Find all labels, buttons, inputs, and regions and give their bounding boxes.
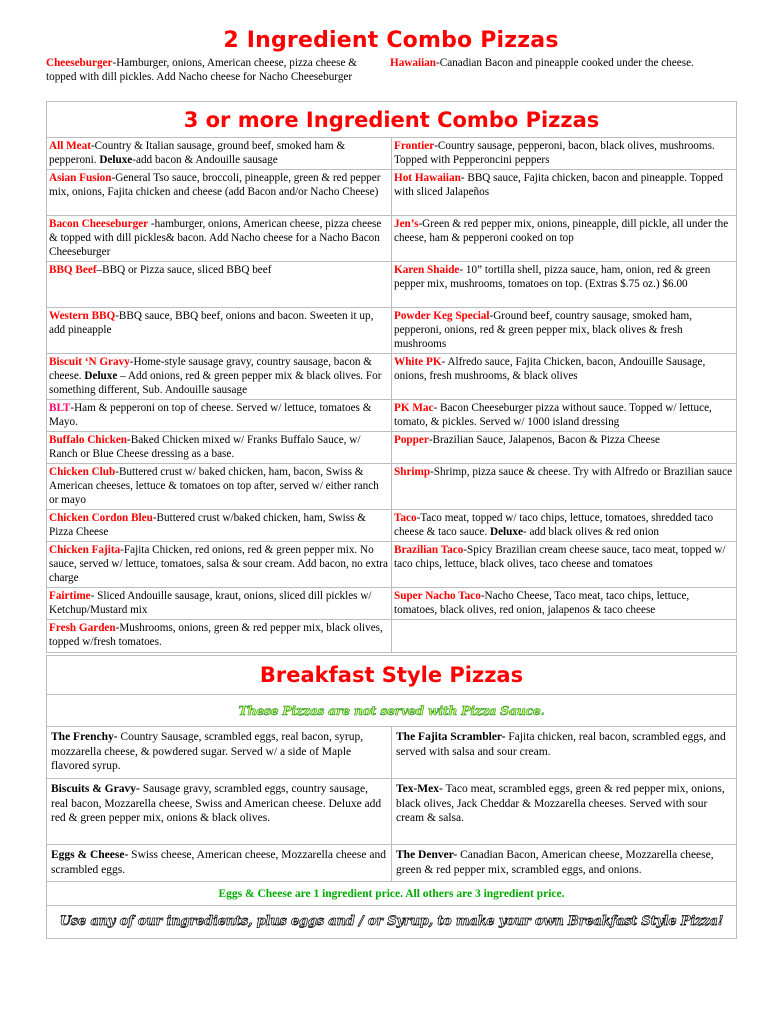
menu-row	[47, 170, 736, 216]
menu-item-name: Brazilian Taco	[394, 544, 464, 556]
breakfast-item-desc: Sausage gravy, scrambled eggs, country sausage, real bacon, Mozzarella cheese, Swiss and American cheese. Deluxe add red & green pepper mix, onions & black olives.	[51, 783, 382, 824]
menu-item-name: BLT	[49, 402, 71, 414]
menu-item	[391, 354, 736, 399]
menu-item-desc: -Buttered crust w/ baked chicken, ham, bacon, Swiss & American cheeses, lettuce & tomatoes on top after, served w/ either ranch or mayo	[49, 466, 379, 507]
menu-item-name: Frontier	[394, 140, 435, 152]
menu-item-desc: -Hamburger, onions, American cheese, pizza cheese & topped with dill pickles. Add Nacho cheese for Nacho Cheeseburger	[46, 57, 357, 83]
breakfast-item-name: The Denver-	[396, 849, 458, 861]
breakfast-item-name: The Fajita Scrambler-	[396, 731, 506, 743]
menu-item	[47, 308, 391, 353]
menu-item-name: Hawaiian	[390, 57, 437, 69]
menu-item-desc: -Mushrooms, onions, green & red pepper mix, black olives, topped w/fresh tomatoes.	[49, 622, 383, 649]
menu-item-desc: - Alfredo sauce, Fajita Chicken, bacon, Andouille Sausage, onions, fresh mushrooms, & black olives	[394, 356, 706, 383]
menu-item-name: Karen Shaide	[394, 264, 460, 276]
menu-item-name: Chicken Cordon Bleu	[49, 512, 153, 524]
breakfast-item-name: The Frenchy-	[51, 731, 118, 743]
menu-item-desc: -hamburger, onions, American cheese, pizza cheese & topped with dill pickles& bacon. Add Nacho cheese for a Nacho Bacon Cheeseburger	[49, 218, 382, 259]
menu-item-desc: -Ground beef, country sausage, smoked ham, pepperoni, onions, red & green pepper mix, black olives & fresh mushrooms	[394, 310, 693, 351]
menu-item	[47, 464, 391, 509]
menu-row	[47, 510, 736, 542]
menu-item-name: Buffalo Chicken	[49, 434, 128, 446]
menu-item-name: Chicken Fajita	[49, 544, 121, 556]
menu-row	[47, 588, 736, 620]
menu-item	[47, 588, 391, 619]
menu-item	[47, 510, 391, 541]
menu-item-desc: - 10” tortilla shell, pizza sauce, ham, onion, red & green pepper mix, mushrooms, tomatoes on top. (Extras $.75 oz.) $6.00	[394, 264, 711, 291]
menu-item-name: Western BBQ	[49, 310, 116, 322]
menu-item-desc-extra: – Add onions, red & green pepper mix & black olives. For something different, Sub. Andouille sausage	[49, 370, 382, 397]
menu-item-name: PK Mac	[394, 402, 434, 414]
menu-row	[47, 620, 736, 652]
menu-item	[391, 170, 736, 215]
menu-item-desc: -Ham & pepperoni on top of cheese. Served w/ lettuce, tomatoes & Mayo.	[49, 402, 372, 429]
menu-item	[391, 542, 736, 587]
menu-item	[391, 400, 736, 431]
menu-item	[391, 620, 736, 652]
menu-item-desc: -Baked Chicken mixed w/ Franks Buffalo Sauce, w/ Ranch or Blue Cheese dressing as a base.	[49, 434, 361, 461]
breakfast-item-desc: Taco meat, scrambled eggs, green & red pepper mix, onions, black olives, Jack Cheddar & Mozzarella cheeses. Served with sour cream & salsa.	[396, 783, 725, 824]
menu-item-name: All Meat	[49, 140, 91, 152]
menu-item	[47, 138, 391, 169]
two-ingredient-title: 2 Ingredient Combo Pizzas	[223, 28, 559, 53]
menu-item-name: Bacon Cheeseburger	[49, 218, 149, 230]
menu-item-desc: - Sliced Andouille sausage, kraut, onions, sliced dill pickles w/ Ketchup/Mustard mix	[49, 590, 372, 617]
menu-row	[47, 262, 736, 308]
menu-row	[47, 138, 736, 170]
menu-item	[391, 588, 736, 619]
menu-item-desc: -General Tso sauce, broccoli, pineapple, green & red pepper mix, onions, Fajita chicken and cheese (add Bacon and/or Nacho Cheese)	[49, 172, 381, 199]
menu-item-desc: -Nacho Cheese, Taco meat, taco chips, lettuce, tomatoes, black olives, red onion, jalapenos & taco cheese	[394, 590, 690, 617]
menu-item	[391, 510, 736, 541]
three-ingredient-table	[46, 101, 737, 653]
breakfast-item-desc: Canadian Bacon, American cheese, Mozzarella cheese, green & red pepper mix, scrambled eggs, and onions.	[396, 849, 714, 876]
menu-row	[47, 542, 736, 588]
menu-item-desc: -Shrimp, pizza sauce & cheese. Try with Alfredo or Brazilian sauce	[430, 466, 733, 478]
menu-item-desc: -Home-style sausage gravy, country sausage, bacon & cheese.	[49, 356, 373, 383]
breakfast-item	[391, 727, 736, 778]
breakfast-item-name: Biscuits & Gravy-	[51, 783, 140, 795]
breakfast-item-name: Eggs & Cheese-	[51, 849, 129, 861]
menu-item-desc: -Buttered crust w/baked chicken, ham, Swiss & Pizza Cheese	[49, 512, 366, 539]
menu-item-desc: -Brazilian Sauce, Jalapenos, Bacon & Pizza Cheese	[428, 434, 660, 446]
breakfast-item-desc: Swiss cheese, American cheese, Mozzarella cheese and scrambled eggs.	[51, 849, 386, 876]
menu-item	[391, 464, 736, 509]
menu-item-hawaiian	[390, 57, 736, 84]
menu-item	[47, 620, 391, 652]
menu-item	[391, 216, 736, 261]
menu-item-desc-extra: - add black olives & red onion	[522, 526, 660, 539]
breakfast-row	[47, 845, 736, 882]
menu-item-name: Chicken Club	[49, 466, 116, 478]
menu-item-desc: –BBQ or Pizza sauce, sliced BBQ beef	[96, 264, 272, 276]
menu-item	[47, 170, 391, 215]
breakfast-item	[391, 779, 736, 844]
menu-item-cheeseburger	[46, 57, 390, 84]
menu-item-deluxe-label: Deluxe	[489, 526, 523, 539]
breakfast-item	[47, 727, 391, 778]
menu-row	[47, 432, 736, 464]
menu-item-desc: -Country & Italian sausage, ground beef, smoked ham & pepperoni.	[49, 140, 346, 167]
menu-item-name: Jen’s	[394, 218, 419, 230]
breakfast-row	[47, 779, 736, 845]
menu-item	[391, 432, 736, 463]
breakfast-item-desc: Fajita chicken, real bacon, scrambled eggs, and served with salsa and sour cream.	[396, 731, 726, 758]
menu-item-desc: -Taco meat, topped w/ taco chips, lettuce, tomatoes, shredded taco cheese & taco sauce.	[394, 512, 714, 539]
breakfast-price-note: Eggs & Cheese are 1 ingredient price. All others are 3 ingredient price.	[47, 882, 736, 906]
breakfast-title: Breakfast Style Pizzas	[47, 656, 736, 695]
menu-item-name: Cheeseburger	[46, 57, 113, 69]
menu-item-name: Biscuit ‘N Gravy	[49, 356, 130, 368]
menu-item-desc: -Green & red pepper mix, onions, pineapple, dill pickle, all under the cheese, ham & pepperoni cooked on top	[394, 218, 729, 245]
breakfast-item	[47, 779, 391, 844]
breakfast-row	[47, 727, 736, 779]
menu-item-name: Powder Keg Special	[394, 310, 490, 322]
menu-item	[47, 542, 391, 587]
breakfast-subtitle: These Pizzas are not served with Pizza Sauce.	[47, 695, 736, 727]
breakfast-item-name: Tex-Mex-	[396, 783, 443, 795]
menu-item	[391, 138, 736, 169]
two-ingredient-list	[46, 57, 736, 84]
menu-row	[47, 400, 736, 432]
menu-row	[47, 308, 736, 354]
menu-item-name: Asian Fusion	[49, 172, 112, 184]
menu-item-desc: -BBQ sauce, BBQ beef, onions and bacon. Sweeten it up, add pineapple	[49, 310, 374, 337]
menu-item-name: Super Nacho Taco	[394, 590, 481, 602]
menu-item-name: Hot Hawaiian	[394, 172, 461, 184]
breakfast-table	[46, 655, 737, 939]
menu-item-deluxe-label: Deluxe	[84, 370, 118, 383]
breakfast-item	[47, 845, 391, 881]
menu-item	[47, 262, 391, 307]
menu-row	[47, 216, 736, 262]
three-ingredient-title: 3 or more Ingredient Combo Pizzas	[47, 102, 736, 138]
menu-item-desc: - BBQ sauce, Fajita chicken, bacon and pineapple. Topped with sliced Jalapeños	[394, 172, 723, 199]
menu-row	[47, 464, 736, 510]
menu-item-deluxe-label: Deluxe	[99, 154, 133, 167]
menu-item-name: Fresh Garden	[49, 622, 116, 634]
menu-item-name: Shrimp	[394, 466, 431, 478]
menu-item-desc-extra: -add bacon & Andouille sausage	[132, 154, 278, 167]
menu-item-desc: -Fajita Chicken, red onions, red & green pepper mix. No sauce, served w/ lettuce, tomatoes, salsa & sour cream. Add bacon, no extra charge	[49, 544, 388, 585]
menu-item	[391, 262, 736, 307]
menu-row	[47, 354, 736, 400]
menu-item	[47, 354, 391, 399]
menu-item-name: Taco	[394, 512, 417, 524]
menu-item	[47, 400, 391, 431]
menu-item-desc: -Country sausage, pepperoni, bacon, black olives, mushrooms. Topped with Pepperoncini peppers	[394, 140, 715, 167]
menu-item-desc: - Bacon Cheeseburger pizza without sauce. Topped w/ lettuce, tomato, & pickles. Served w/ 1000 island dressing	[394, 402, 712, 429]
menu-item-desc: -Canadian Bacon and pineapple cooked under the cheese.	[436, 57, 694, 69]
menu-item	[391, 308, 736, 353]
breakfast-item-desc: Country Sausage, scrambled eggs, real bacon, syrup, mozzarella cheese, & powdered sugar. Served w/ a side of Maple flavored syrup.	[51, 731, 364, 772]
menu-item-name: White PK	[394, 356, 442, 368]
menu-item-name: BBQ Beef	[49, 264, 97, 276]
breakfast-item	[391, 845, 736, 881]
menu-item-desc: -Spicy Brazilian cream cheese sauce, taco meat, topped w/ taco chips, lettuce, black olives, taco cheese and tomatoes	[394, 544, 726, 571]
menu-item	[47, 216, 391, 261]
breakfast-footer: Use any of our ingredients, plus eggs and / or Syrup, to make your own Breakfast Style Pizza!	[59, 914, 724, 929]
menu-item-name: Fairtime	[49, 590, 91, 602]
menu-item	[47, 432, 391, 463]
menu-item-name: Popper	[394, 434, 429, 446]
